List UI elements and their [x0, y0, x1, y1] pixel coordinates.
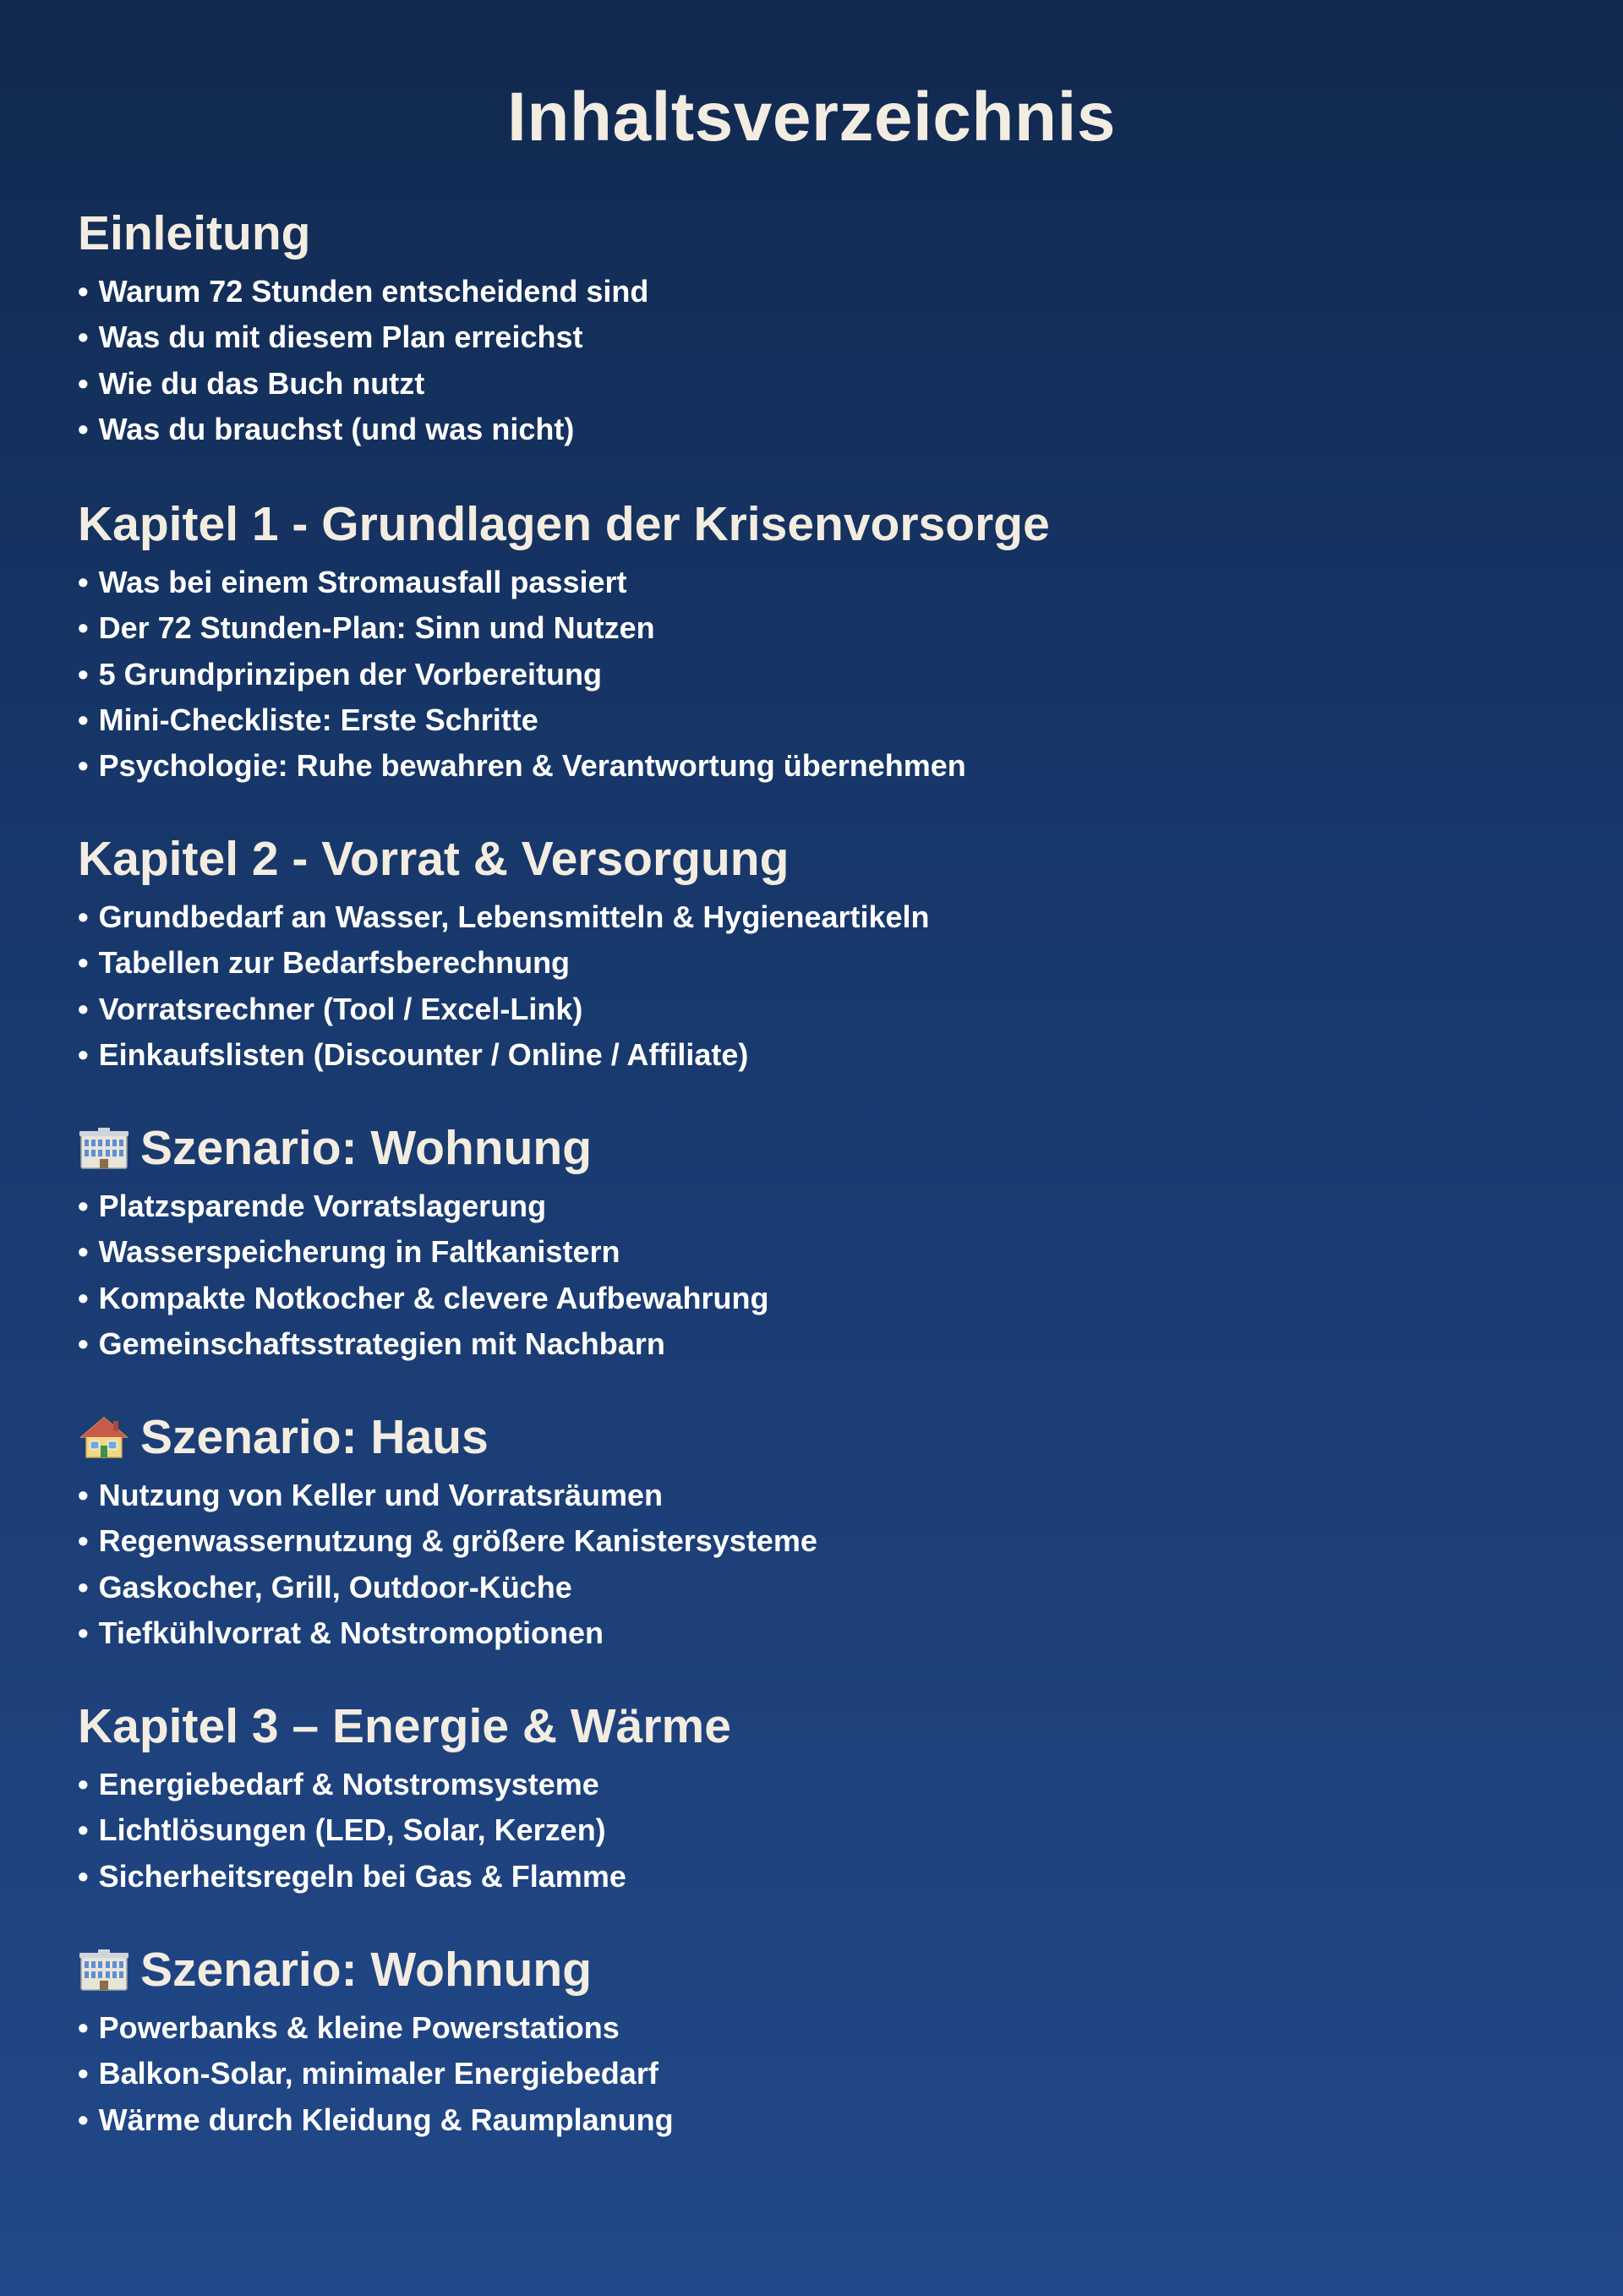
list-item: • Gemeinschaftsstrategien mit Nachbarn — [78, 1321, 1566, 1367]
bullet: • — [78, 411, 89, 446]
section-szenario-wohnung-energie — [78, 1939, 1566, 2143]
bullet: • — [78, 1767, 89, 1801]
section-list — [78, 269, 1566, 452]
list-item: • Gaskocher, Grill, Outdoor-Küche — [78, 1565, 1566, 1610]
apartment-building-icon — [78, 1126, 130, 1170]
bullet: • — [78, 1523, 89, 1559]
bullet: • — [78, 1615, 89, 1650]
bullet: • — [78, 2010, 89, 2045]
list-item: • Warum 72 Stunden entscheidend sind — [78, 269, 1566, 314]
list-item: • Lichtlösungen (LED, Solar, Kerzen) — [78, 1807, 1566, 1853]
list-item: • Wie du das Buch nutzt — [78, 361, 1566, 407]
bullet: • — [78, 1189, 89, 1223]
list-item: • 5 Grundprinzipen der Vorbereitung — [78, 652, 1566, 697]
section-szenario-wohnung — [78, 1118, 1566, 1367]
bullet: • — [78, 702, 89, 737]
section-kapitel-1 — [78, 494, 1566, 789]
bullet: • — [78, 991, 89, 1026]
bullet: • — [78, 320, 89, 355]
list-item: • Mini-Checkliste: Erste Schritte — [78, 697, 1566, 743]
list-item: • Was bei einem Stromausfall passiert — [78, 560, 1566, 605]
section-heading: Kapitel 2 - Vorrat & Versorgung — [78, 832, 790, 886]
bullet: • — [78, 1234, 89, 1270]
bullet: • — [78, 1812, 89, 1848]
section-heading: Szenario: Wohnung — [78, 1118, 1566, 1178]
bullet: • — [78, 1280, 89, 1315]
section-list — [78, 1762, 1566, 1900]
section-heading: Szenario: Wohnung — [78, 1939, 1566, 2000]
house-icon — [78, 1415, 130, 1459]
bullet: • — [78, 1036, 89, 1072]
list-item: • Kompakte Notkocher & clevere Aufbewahrung — [78, 1276, 1566, 1321]
section-list — [78, 2005, 1566, 2143]
bullet: • — [78, 2056, 89, 2091]
list-item: • Was du mit diesem Plan erreichst — [78, 314, 1566, 360]
section-heading: Szenario: Haus — [78, 1407, 1566, 1468]
bullet: • — [78, 1569, 89, 1604]
list-item: • Balkon-Solar, minimaler Energiebedarf — [78, 2051, 1566, 2096]
apartment-building-icon — [78, 1948, 130, 1992]
list-item: • Nutzung von Keller und Vorratsräumen — [78, 1473, 1566, 1518]
list-item: • Wärme durch Kleidung & Raumplanung — [78, 2097, 1566, 2143]
list-item: • Platzsparende Vorratslagerung — [78, 1184, 1566, 1229]
list-item: • Energiebedarf & Notstromsysteme — [78, 1762, 1566, 1807]
list-item: • Powerbanks & kleine Powerstations — [78, 2005, 1566, 2051]
bullet: • — [78, 1858, 89, 1894]
list-item: • Psychologie: Ruhe bewahren & Verantwortung übernehmen — [78, 743, 1566, 789]
bullet: • — [78, 1478, 89, 1512]
bullet: • — [78, 610, 89, 646]
list-item: • Tiefkühlvorrat & Notstromoptionen — [78, 1610, 1566, 1656]
list-item: • Der 72 Stunden-Plan: Sinn und Nutzen — [78, 605, 1566, 651]
list-item: • Einkaufslisten (Discounter / Online / Affiliate) — [78, 1032, 1566, 1078]
section-list — [78, 1473, 1566, 1656]
list-item: • Regenwassernutzung & größere Kanistersysteme — [78, 1518, 1566, 1564]
list-item: • Sicherheitsregeln bei Gas & Flamme — [78, 1854, 1566, 1900]
bullet: • — [78, 365, 89, 401]
section-list — [78, 894, 1566, 1078]
list-item: • Wasserspeicherung in Faltkanistern — [78, 1229, 1566, 1275]
list-item: • Vorratsrechner (Tool / Excel-Link) — [78, 987, 1566, 1032]
bullet: • — [78, 565, 89, 599]
section-list — [78, 1184, 1566, 1367]
bullet: • — [78, 748, 89, 784]
bullet: • — [78, 1326, 89, 1361]
section-heading: Einleitung — [78, 206, 311, 260]
bullet: • — [78, 2102, 89, 2137]
bullet: • — [78, 274, 89, 309]
section-list — [78, 560, 1566, 789]
section-heading: Kapitel 3 – Energie & Wärme — [78, 1699, 731, 1753]
page-title: Inhaltsverzeichnis — [507, 79, 1116, 156]
section-heading: Kapitel 1 - Grundlagen der Krisenvorsorge — [78, 497, 1050, 551]
list-item: • Grundbedarf an Wasser, Lebensmitteln & Hygieneartikeln — [78, 894, 1566, 940]
list-item: • Tabellen zur Bedarfsberechnung — [78, 940, 1566, 986]
section-einleitung — [78, 203, 1566, 452]
section-szenario-haus — [78, 1407, 1566, 1656]
bullet: • — [78, 945, 89, 981]
bullet: • — [78, 899, 89, 934]
list-item: • Was du brauchst (und was nicht) — [78, 407, 1566, 452]
section-kapitel-3 — [78, 1696, 1566, 1900]
bullet: • — [78, 656, 89, 692]
section-kapitel-2 — [78, 828, 1566, 1078]
